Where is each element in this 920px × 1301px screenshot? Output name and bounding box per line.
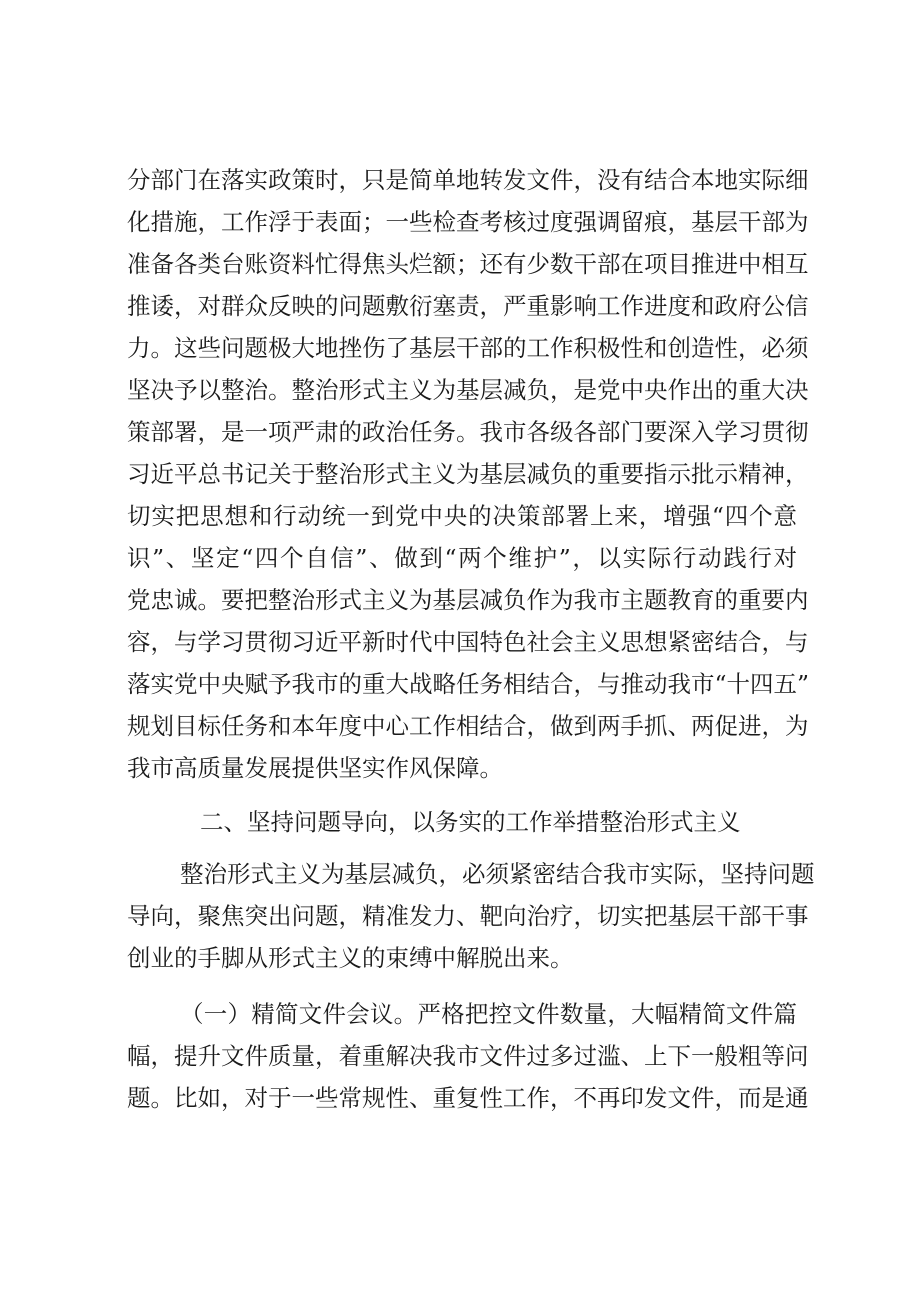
- paragraph-1-line-13: 落实党中央赋予我市的重大战略任务相结合，与推动我市“十四五”: [127, 670, 810, 698]
- paragraph-2-line-2: 导向，聚焦突出问题，精准发力、靶向治疗，切实把基层干部干事: [127, 902, 809, 930]
- paragraph-3-line-1: （一）精简文件会议。严格把控文件数量，大幅精简文件篇: [180, 1000, 797, 1028]
- paragraph-1-line-15: 我市高质量发展提供坚实作风保障。: [127, 754, 503, 782]
- paragraph-1-line-14: 规划目标任务和本年度中心工作相结合，做到两手抓、两促进，为: [127, 712, 809, 740]
- paragraph-2-line-1: 整治形式主义为基层减负，必须紧密结合我市实际，坚持问题: [180, 860, 815, 888]
- paragraph-1-line-5: 力。这些问题极大地挫伤了基层干部的工作积极性和创造性，必须: [127, 334, 809, 362]
- paragraph-1-line-8: 习近平总书记关于整治形式主义为基层减负的重要指示批示精神，: [127, 460, 809, 488]
- paragraph-1-line-2: 化措施，工作浮于表面；一些检查考核过度强调留痕，基层干部为: [127, 208, 809, 236]
- paragraph-1-line-7: 策部署，是一项严肃的政治任务。我市各级各部门要深入学习贯彻: [127, 418, 809, 446]
- paragraph-1-line-1: 分部门在落实政策时，只是简单地转发文件，没有结合本地实际细: [127, 166, 809, 194]
- paragraph-2-line-3: 创业的手脚从形式主义的束缚中解脱出来。: [127, 944, 574, 972]
- paragraph-1-line-9: 切实把思想和行动统一到党中央的决策部署上来，增强“四个意: [127, 502, 797, 530]
- paragraph-3-line-3: 题。比如，对于一些常规性、重复性工作，不再印发文件，而是通: [127, 1084, 809, 1112]
- paragraph-1-line-4: 推诿，对群众反映的问题敷衍塞责，严重影响工作进度和政府公信: [127, 292, 809, 320]
- paragraph-3-line-2: 幅，提升文件质量，着重解决我市文件过多过滥、上下一般粗等问: [127, 1042, 809, 1070]
- paragraph-1-line-6: 坚决予以整治。整治形式主义为基层减负，是党中央作出的重大决: [127, 376, 809, 404]
- paragraph-1-line-3: 准备各类台账资料忙得焦头烂额；还有少数干部在项目推进中相互: [127, 250, 809, 278]
- section-heading-2: 二、坚持问题导向，以务实的工作举措整治形式主义: [200, 808, 741, 836]
- paragraph-1-line-10: 识”、坚定“四个自信”、做到“两个维护”，以实际行动践行对: [127, 544, 797, 572]
- paragraph-1-line-12: 容，与学习贯彻习近平新时代中国特色社会主义思想紧密结合，与: [127, 628, 809, 656]
- paragraph-1-line-11: 党忠诚。要把整治形式主义为基层减负作为我市主题教育的重要内: [127, 586, 809, 614]
